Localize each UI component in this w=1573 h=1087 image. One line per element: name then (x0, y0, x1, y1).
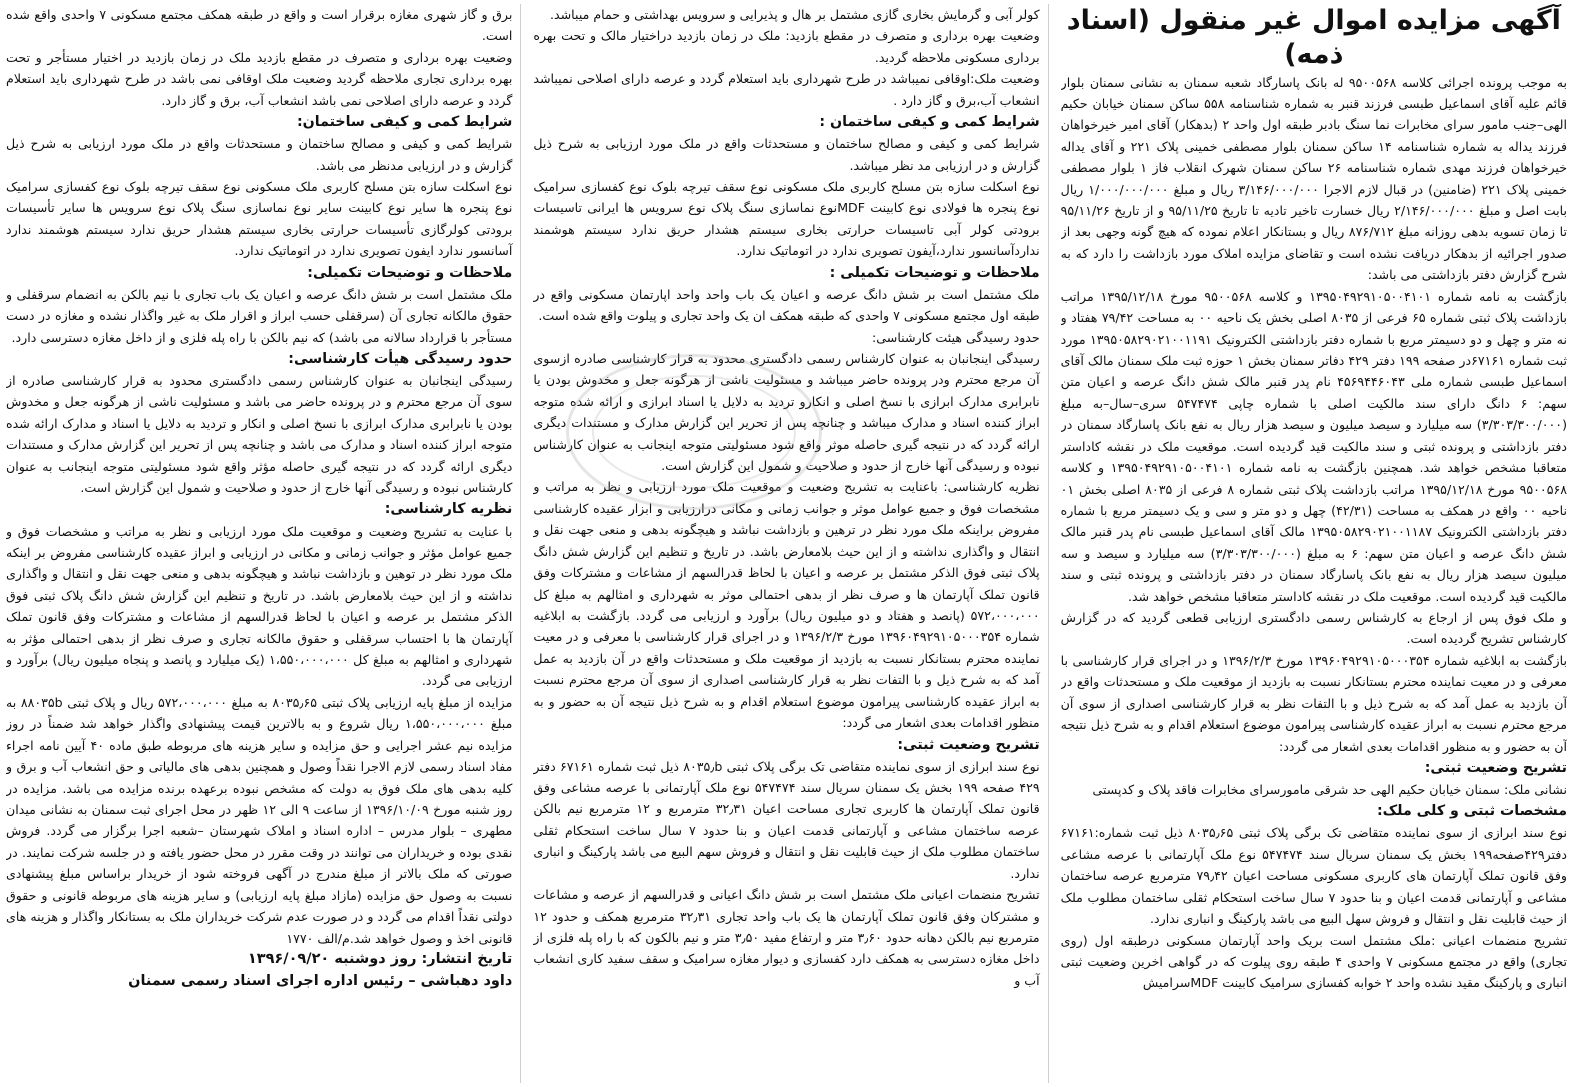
paragraph: کولر آبی و گرمایش بخاری گازی مشتمل بر هال و پذیرایی و سرویس بهداشتی و حمام میباشد. (550, 7, 1040, 22)
column-left (6, 4, 521, 1083)
paragraph: به موجب پرونده اجرائی کلاسه ۹۵۰۰۵۶۸ له بانک پاسارگاد شعبه سمنان به نشانی سمنان بلوار قائم علیه آقای اسماعیل طبسی فرزند قنبر به شماره شناسنامه ۵۵۸ ساکن سمنان خیابان حکیم الهی–جنب مامور سرای مخابرات نما سنگ بادبر طبقه اول واحد ۲ (بدهکار) آقای امیر خیرخواهان فرزند یداله به شماره شناسنامه ۱۴ ساکن سمنان بلوار مصطفی خمینی پلاک ۲۲۱ و آقای یداله خیرخواهان فرزند مهدی شماره شناسنامه ۲۶ ساکن سمنان شهرک انقلاب فاز ۱ بلوار مصطفی خمینی پلاک ۲۲۱ (ضامنین) در قبال لازم الاجرا ۳/۱۴۶/۰۰۰/۰۰۰ ریال و مبلغ ۱/۰۰۰/۰۰۰/۰۰۰ ریال بابت اصل و مبلغ ۲/۱۴۶/۰۰۰/۰۰۰ ریال خسارت تاخیر تادیه تا تاریخ ۹۵/۱۱/۲۵ و از تاریخ ۹۵/۱۱/۲۶ تا زمان تسویه بدهی روزانه مبلغ ۸۷۶/۷۱۲ ریال و بستانکار اعلام نموده که هیچ گونه وجهی بعد از صدور اجرائیه از بدهکار دریافت نشده است و تقاضای مزایده املاک مورد بازداشت را دارد که به شرح گزارش دفتر بازداشتی می باشد: (1060, 74, 1567, 283)
paragraph: حدود رسیدگی هیئت کارشناسی: (872, 329, 1040, 345)
section-heading: مشخصات ثبتی و کلی ملک: (1376, 803, 1567, 820)
section-heading: تشریح وضعیت ثبتی: (1424, 760, 1567, 776)
notice-title: آگهی مزایده اموال غیر منقول (اسناد ذمه) (1066, 5, 1561, 70)
column-middle (533, 4, 1048, 1083)
paragraph: نظریه کارشناسی: باعنایت به تشریح وضعیت و موقعیت ملک مورد ارزیابی و نظر به مراتب و مشخصات فوق و جمیع عوامل موثر و جوانب زمانی و مکانی درارزیابی و ابزار عقیده کارشناسی مفروض براینکه ملک مورد نظر در ترهین و بازداشت نباشد و هیچگونه بدهی و منعی جهت نقل و انتقال و واگذاری نداشته و از این حیث بلامعارض باشد. در تاریخ و تنظیم این گزارش شش دانگ پلاک ثبتی فوق الذکر مشتمل بر عرصه و اعیان با لحاظ قدرالسهم از مشاعات و مشترکات وفق قانون تملک آپارتمان ها و صرف نظر از بدهی احتمالی موثر به شهرداری و امثالهم به مبلغ کل ۵۷۲،۰۰۰،۰۰۰ (پانصد و هفتاد و دو میلیون ریال) برآورد و ارزیابی می گردد. بازگشت به ابلاغیه شماره ۱۳۹۶۰۴۹۲۹۱۰۵۰۰۰۳۵۴ مورخ ۱۳۹۶/۲/۳ و در اجرای قرار کارشناسی با معرفی و در معیت نماینده محترم بستانکار نسبت به بازدید از موقعیت ملک و مستحدثات واقع در آن بازدید به عمل آمد که به شرح ذیل و با التفات نظر به قرار کارشناسی اصداری از سوی آن مرجع محترم نسبت به ابراز عقیده کارشناسی پیرامون موضوع استعلام اقدام و به شرح ذیل نتیجه آن به حضور و به منظور اقدامات بعدی اشعار می گردد: (533, 479, 1040, 731)
paragraph: و ملک فوق پس از ارجاع به کارشناس رسمی دادگستری ارزیابی قطعی گردید که در گزارش کارشناس تشریح گردیده است. (1060, 610, 1567, 647)
footer-line: داود دهباشی – رئیس اداره اجرای اسناد رسمی سمنان (128, 972, 513, 989)
paragraph: برق و گاز شهری مغازه برقرار است و واقع در طبقه همکف مجتمع مسکونی ۷ واحدی واقع شده است. (6, 7, 513, 44)
paragraph: ملک مشتمل است بر شش دانگ عرصه و اعیان یک باب تجاری با نیم بالکن به انضمام سرقفلی و حقوق مالکانه تجاری آن (سرقفلی حسب ابراز و اقرار ملک به غیر واگذار نشده و مغازه در دست مستأجر با قرارداد سالانه می باشد) که نیم بالکن با راه پله فلزی و از داخل مغازه دسترسی دارد. (6, 286, 513, 345)
paragraph: بازگشت به ابلاغیه شماره ۱۳۹۶۰۴۹۲۹۱۰۵۰۰۰۳۵۴ مورخ ۱۳۹۶/۲/۳ و در اجرای قرار کارشناسی با معرفی و در معیت نماینده محترم بستانکار نسبت به بازدید از موقعیت ملک و مستحدثات واقع در آن بازدید به عمل آمد که به شرح ذیل و با التفات نظر به قرار کارشناسی اصداری از سوی آن مرجع محترم نسبت به ابراز عقیده کارشناسی پیرامون موضوع استعلام اقدام و به شرح ذیل نتیجه آن به حضور و به منظور اقدامات بعدی اشعار می گردد: (1060, 652, 1567, 754)
paragraph: نوع اسکلت سازه بتن مسلح کاربری ملک مسکونی نوع سقف تیرچه بلوک نوع کفسازی سرامیک نوع پنجره ها سایر نوع کابینت سایر نوع نماسازی سنگ پلاک نوع سرویس ها سایر تأسیسات برودتی کولرگازی تأسیسات حرارتی بخاری سیستم هشدار حریق ندارد سیستم هوشمند ندارد آسانسور ندارد ایفون تصویری ندارد در اتوماتیک ندارد. (6, 178, 513, 259)
paragraph: تشریح منضمات اعیانی :ملک مشتمل است بریک واحد آپارتمان مسکونی درطبقه اول (روی تجاری) واقع در مجتمع مسکونی ۷ واحدی ۴ طبقه روی پیلوت که در گواهی اخرین وضعیت ثبتی انباری و پارکینگ مقید نشده واحد ۲ خوابه کفسازی سرامیک کابینت MDFسرامیش (1060, 932, 1567, 991)
paragraph: تشریح منضمات اعیانی ملک مشتمل است بر شش دانگ اعیانی و قدرالسهم از عرصه و مشاعات و مشترکان وفق قانون تملک آپارتمان ها یک باب واحد تجاری ۳۲٫۳۱ مترمربع همکف و حدود ۱۲ مترمربع نیم بالکن دهانه حدود ۳٫۶۰ متر و ارتفاع مفید ۳٫۵۰ متر و نیم بالکون که با راه پله فلزی از داخل مغازه دسترسی به همکف دارد کفسازی و دیوار مغازه سرامیک و سقف سفید کاری انشعاب آب و (533, 887, 1040, 988)
paragraph: شرایط کمی و کیفی و مصالح ساختمان و مستحدثات واقع در ملک مورد ارزیابی به شرح ذیل گزارش و در ارزیابی مدنظر می باشد. (6, 136, 513, 173)
paragraph: رسیدگی اینجانبان به عنوان کارشناس رسمی دادگستری محدود به قرار کارشناسی صادره از سوی آن مرجع محترم و در پرونده حاضر می باشد و مسئولیت ناشی از هرگونه جعل و مخدوش بودن یا نابرابری مدارک ابرازی با نسخ اصلی و انکار و تردید به دلایل یا اسناد و مدارک ارائه شده متوجه ابراز کننده اسناد و مدارک می باشد و چنانچه پس از تحریر این گزارش مدارک و مستندات دیگری ارائه گردد که در نتیجه گیری حاصله مؤثر واقع شود مسئولیتی متوجه اینجانب به عنوان کارشناس نبوده و رسیدگی آنها خارج از حدود و صلاحیت و شمول این گزارش است. (6, 372, 513, 496)
section-heading: شرایط کمی و کیفی ساختمان : (819, 114, 1040, 131)
section-heading: ملاحظات و توضیحات تکمیلی: (307, 264, 513, 281)
section-heading: ملاحظات و توضیحات تکمیلی : (829, 264, 1040, 281)
paragraph: شرایط کمی و کیفی و مصالح ساختمان و مستحدثات واقع در ملک مورد ارزیابی به شرح ذیل گزارش و در ارزیابی مد نظر میباشد. (533, 136, 1040, 173)
section-heading: شرایط کمی و کیفی ساختمان: (296, 114, 513, 131)
footer-line: تاریخ انتشار: روز دوشنبه ۱۳۹۶/۰۹/۲۰ (247, 950, 513, 967)
notice-page (6, 4, 1567, 1083)
section-heading: تشریح وضعیت ثبتی: (897, 736, 1040, 753)
paragraph: نشانی ملک: سمنان خیابان حکیم الهی حد شرقی مامورسرای مخابرات فاقد پلاک و کدپستی (1092, 782, 1567, 798)
paragraph: مزایده از مبلغ پایه ارزیابی پلاک ثبتی ۸۰۳۵٫۶۵ به مبلغ ۵۷۲،۰۰۰،۰۰۰ ریال و پلاک ثبتی ۸۸۰۳۵b به مبلغ ۱،۵۵۰،۰۰۰،۰۰۰ ریال شروع و به بالاترین قیمت پیشنهادی واگذار خواهد شد ضمناً در روز مزایده نیم عشر اجرایی و حق مزایده و سایر هزینه های مربوطه طبق ماده ۴۰ آیین نامه اجراء مفاد اسناد رسمی لازم الاجرا نقداً وصول و همچنین بدهی های مالیاتی و حق انشعاب آب و برق و کلیه بدهی های ملک فوق به دولت که مشخص نبوده برعهده برنده مزایده می باشد. مزایده در روز شنبه مورخ ۱۳۹۶/۱۰/۰۹ از ساعت ۹ الی ۱۲ ظهر در محل اجرای ثبت سمنان به نشانی میدان مطهری – بلوار مدرس – اداره اسناد و املاک شهرستان –شعبه اجرا برگزار می گردد. فروش نقدی بوده و خریداران می توانند در وقت مقرر در محل حضور یافته و در جلسه شرکت نمایند. در صورتی که ملک بالاتر از مبلغ مندرج در آگهی فروخته شود از خریدار براساس مبلغ پیشنهادی نسبت به وصول حق مزایده (مازاد مبلغ پایه ارزیابی) و سایر هزینه های مربوطه قانونی و حقوق دولتی نقداً اقدام می گردد و در صورت عدم شرکت خریداران ملک به بستانکار واگذار و هزینه های قانونی اخذ و وصول خواهد شد.م/الف ۱۷۷۰ (6, 694, 513, 946)
section-heading: حدود رسیدگی هیأت کارشناسی: (288, 350, 513, 367)
paragraph: نوع اسکلت سازه بتن مسلح کاربری ملک مسکونی نوع سقف تیرچه بلوک نوع کفسازی سرامیک نوع پنجره ها فولادی نوع کابینت MDFنوع نماسازی سنگ پلاک نوع سرویس ها ایرانی تاسیسات برودتی کولر آبی تاسیسات حرارتی بخاری سیستم هشدار حریق ندارد سیستم هوشمند نداردآسانسور ندارد،آیفون تصویری ندارد در اتوماتیک ندارد. (533, 178, 1040, 259)
paragraph: وضعیت بهره برداری و متصرف در مقطع بازدید: ملک در زمان بازدید دراختیار مالک و تحت بهره برداری مسکونی ملاحظه گردید. (533, 28, 1040, 65)
paragraph: وضعیت ملک:اوقافی نمیباشد در طرح شهرداری باید استعلام گردد و عرصه دارای اصلاحی نمیباشد انشعاب آب،برق و گاز دارد . (533, 71, 1040, 108)
paragraph: بازگشت به نامه شماره ۱۳۹۵۰۴۹۲۹۱۰۵۰۰۴۱۰۱ و کلاسه ۹۵۰۰۵۶۸ مورخ ۱۳۹۵/۱۲/۱۸ مراتب بازداشت پلاک ثبتی شماره ۶۵ فرعی از ۸۰۳۵ اصلی بخش یک ناحیه ۰۰ به مساحت ۷۹/۴۲ هفتاد و نه متر و چهل و دو دسیمتر مربع با شماره دفتر بازداشتی الکترونیک ۱۳۹۵۰۵۸۲۹۰۲۱۰۰۱۱۹۱ مورد ثبت شماره ۶۷۱۶۱در صفحه ۱۹۹ دفتر ۴۲۹ دفاتر سمنان بخش ۱ حوزه ثبت ملک سمنان مالک آقای اسماعیل طبسی شماره ملی ۴۵۶۹۴۴۶۰۴۳ نام پدر قنبر مالک شش دانگ عرصه و اعیان متن سهم: ۶ دانگ دارای سند مالکیت اصلی با شماره چاپی ۵۴۷۴۷۴ سری–سال–به مبلغ (۳/۳۰۳/۳۰۰/۰۰۰) سه میلیارد و سیصد میلیون و سیصد هزار ریال به نفع بانک پاسارگاد سمنان در دفتر بازداشتی و پرونده ثبتی و سند مالکیت قید گردیده است. موقعیت ملک در نقشه کاداستر متعاقبا مشخص خواهد شد. همچنین بازگشت به نامه شماره ۱۳۹۵۰۴۹۲۹۱۰۵۰۰۴۱۰۱ و کلاسه ۹۵۰۰۵۶۸ مورخ ۱۳۹۵/۱۲/۱۸ مراتب بازداشت پلاک ثبتی شماره ۸ فرعی از ۸۰۳۵ اصلی بخش ۰۱ ناحیه ۰۰ واقع در همکف به مساحت (۴۲/۳۱) چهل و دو متر و سی و یک دسیمتر مربع با شماره دفتر بازداشتی الکترونیک ۱۳۹۵۰۵۸۲۹۰۲۱۰۰۱۱۸۷ مالک آقای اسماعیل طبسی نام پدر قنبر مالک شش دانگ عرصه و اعیان متن سهم: ۶ به مبلغ (۳/۳۰۳/۳۰۰/۰۰۰) سه میلیارد و سیصد و سه میلیون سیصد هزار ریال به نفع بانک پاسارگاد سمنان در دفتر بازداشتی و پرونده ثبتی و سند مالکیت قید گردیده است. موقعیت ملک در نقشه کاداستر متعاقبا مشخص خواهد شد. (1060, 288, 1567, 604)
paragraph: نوع سند ابرازی از سوی نماینده متقاضی تک برگی پلاک ثبتی ۸۰۳۵٫۶۵ ذیل ثبت شماره:۶۷۱۶۱ دفتر۴۲۹صفحه۱۹۹ بخش یک سمنان سریال سند ۵۴۷۴۷۴ نوع ملک آپارتمانی با عرصه مشاعی وفق قانون تملک آپارتمان های کاربری مسکونی مساحت اعیان ۷۹٫۴۲ مترمربع عرصه ساختمان مشاعی و آپارتمانی قدمت اعیان و بنا حدود ۷ سال ساخت استحکام ثقلی ساختمان مطلوب ملک از حیث قابلیت نقل و انتقال و فروش سهل البیع می باشد پارکینگ و انباری ندارد. (1060, 825, 1567, 927)
paragraph: وضعیت بهره برداری و متصرف در مقطع بازدید ملک در زمان بازدید در اختیار مستأجر و تحت بهره برداری تجاری ملاحظه گردید وضعیت ملک اوقافی نمی باشد در طرح شهرداری باید استعلام گردد و عرصه دارای اصلاحی نمی باشد انشعاب آب، برق و گاز دارد. (6, 49, 513, 108)
column-right (1061, 4, 1567, 1083)
section-heading: نظریه کارشناسی: (384, 501, 513, 518)
paragraph: ملک مشتمل است بر شش دانگ عرصه و اعیان یک باب واحد واحد اپارتمان مسکونی واقع در طبقه اول مجتمع مسکونی ۷ واحدی که طبقه همکف ان یک واحد تجاری و پیلوت واقع شده است. (533, 286, 1040, 324)
paragraph: با عنایت به تشریح وضعیت و موقعیت ملک مورد ارزیابی و نظر به مراتب و مشخصات فوق و جمیع عوامل مؤثر و جوانب زمانی و مکانی در ارزیابی و ابراز عقیده کارشناسی مفروض بر اینکه ملک مورد نظر در توهین و بازداشت نباشد و هیچگونه بدهی و منعی جهت نقل و انتقال و واگذاری نداشته و از این حیث بلامعارض باشد. در تاریخ و تنظیم این گزارش شش دانگ پلاک ثبتی فوق الذکر مشتمل بر عرصه و اعیان با لحاظ قدرالسهم از مشاعات و مشترکات وفق قانون تملک آپارتمان ها با احتساب سرقفلی و حقوق مالکانه تجاری و صرف نظر از بدهی احتمالی مؤثر به شهرداری و امثالهم به مبلغ کل ۱،۵۵۰،۰۰۰،۰۰۰ (یک میلیارد و پانصد و پنجاه میلیون ریال) برآورد و ارزیابی می گردد. (6, 523, 513, 689)
paragraph: نوع سند ابرازی از سوی نماینده متقاضی تک برگی پلاک ثبتی ۸۰۳۵٫b ذیل ثبت شماره ۶۷۱۶۱ دفتر ۴۲۹ صفحه ۱۹۹ بخش یک سمنان سریال سند ۵۴۷۴۷۴ نوع ملک آپارتمانی با عرصه مشاعی وفق قانون تملک آپارتمان ها کاربری تجاری مساحت اعیان ۳۲٫۳۱ مترمربع و ۱۲ مترمربع نیم بالکن عرصه ساختمان مشاعی و آپارتمانی قدمت اعیان و بنا حدود ۷ سال ساخت استحکام ثقلی ساختمان مطلوب ملک از حیث قابلیت نقل و انتقال و فروش سهم البیع می باشد پارکینگ و انباری ندارد. (533, 758, 1040, 881)
paragraph: رسیدگی اینجانبان به عنوان کارشناس رسمی دادگستری محدود به قرار کارشناسی صادره ازسوی آن مرجع محترم ودر پرونده حاضر میباشد و مسئولیت ناشی از هرگونه جعل و مخدوش بودن یا نابرابری مدارک ابرازی با نسخ اصلی و انکارو تردید به دلایل یا اسناد ابرازی و ارائه شده متوجه ابراز کننده اسناد و مدارک میباشد و چنانچه پس از تحریر این گزارش مدارک و مستندات دیگری ارائه گردد که در نتیجه گیری حاصله موثر واقع شود مسئولیتی متوجه اینجانب به عنوان کارشناس نبوده و رسیدگی آنها خارج از حدود و صلاحیت و شمول این گزارش است. (533, 350, 1040, 474)
